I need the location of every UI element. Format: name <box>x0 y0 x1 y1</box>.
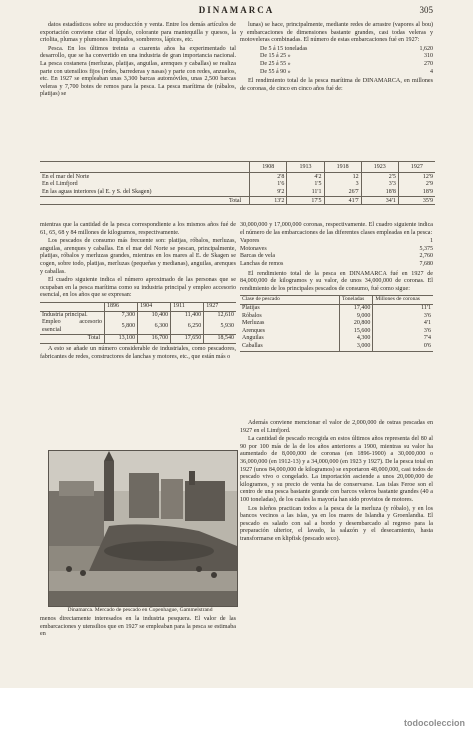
vessel-list <box>240 238 433 268</box>
watermark-strip <box>0 688 473 740</box>
table-total-row: Total 13,100 16,700 17,650 18,540 <box>40 335 236 344</box>
column-header: 1908 <box>250 162 287 173</box>
column-header: 1911 <box>171 302 204 311</box>
table-row: Empleo accesorio esencial 5,800 6,300 6,250 5,930 <box>40 319 236 335</box>
table-row: Merluzas 20,800 4'1 <box>242 320 431 327</box>
paragraph: lunas) se hace, principalmente, mediante redes de arrastre (vapores al bou) y embarcaciones de dimensiones bastante grandes, casi todas veleras y motoveleras combinadas. El número de estas embarcaciones fué en 1927: <box>240 22 433 44</box>
paragraph: 30,000,000 y 17,000,000 coronas, respectivamente. El cuadro siguiente indica el número de las embarcaciones de las diferentes clases empleadas en la pesca: <box>240 222 433 236</box>
column-header: 1918 <box>324 162 361 173</box>
paragraph: menos directamente interesados en la industria pesquera. El valor de las embarcaciones y utensilios que en 1927 se empleaban para la pesca se estimaba en <box>40 616 236 638</box>
left-column-mid <box>40 222 236 362</box>
column-header: 1896 <box>105 302 138 311</box>
column-header: Clase de pescado <box>240 296 340 305</box>
people-table <box>40 302 236 344</box>
table-row: En el mar del Norte 2'8 4'2 12 2'5 12'9 <box>42 173 433 180</box>
paragraph: El rendimiento total de la pesca en DINAMARCA fué en 1927 de 84,000,000 de kilogramos y su valor, de unos 34,000,000 de coronas. El rendimiento de los principales pescados de consumo, fué como sigue: <box>240 270 433 292</box>
paragraph: Los isleños practican todos a la pesca de la merluza (y róbalo), y en los bancos vecinos a las islas, ya en los mares de Islandia y Groenlandia. El pescado es salado con sal a bordo y desembarcado al regreso para la preparación ulterior, el lavado, la salazón y el desecamiento, hasta transformarse en klipfisk (pescado seco). <box>240 505 433 542</box>
watermark-text: todocoleccion <box>403 718 465 728</box>
paragraph: datos estadísticos sobre su producción y venta. Entre los demás artículos de exportación conviene citar el lúpulo, colorante para mantequilla y quesos, la criolita, plumas y plumones limpiados, sombreros, lápices, etc. <box>40 22 236 44</box>
list-item: Motonaves 5,375 <box>240 245 433 252</box>
tonnage-list <box>240 46 433 76</box>
list-item: Barcas de vela 2,760 <box>240 253 433 260</box>
paragraph: Los pescados de consumo más frecuente son: platijas, róbalos, merluzas, anguilas, arenques y caballas. En el mar del Norte se pescan, principalmente, platijas, róbalos y merluzas grandes, mientras en los mares al E. de Skagen se cogen, sobre todo, platijas, merluzas (pequeñas y medianas), anguilas, arenques y caballas. <box>40 238 236 275</box>
paragraph: A esto se añade un número considerable de industriales, como pescadores, fabricantes de redes, constructores de lanchas y motores, etc., que están más o <box>40 345 236 360</box>
page-number: 305 <box>419 5 433 15</box>
paragraph: El cuadro siguiente indica el número aproximado de las personas que se ocupaban en la pesca marítima como su industria principal y empleo accesorio esencial, en los años que se expresan: <box>40 277 236 299</box>
table-row: Arenques 15,600 3'6 <box>242 327 431 334</box>
column-header: 1923 <box>361 162 398 173</box>
paragraph: Pesca. En los últimos treinta a cuarenta años ha experimentado tal desarrollo, que se ha convertido en una industria de gran importancia nacional. La pesca costanera (merluzas, platijas, anguilas, arenques y caballas) se realiza parte con utensilios fijos (redes, barrederas y nasas) y parte con redes, anzuelos, etc. En 1927 se empleaban unas 3,300 barcas automóviles, unas 2,500 barcas veleras y 7,700 botes de remos para la pesca. La pesca marítima de (rábalos, platijas) se <box>40 45 236 98</box>
list-item: Vapores 1 <box>240 238 433 245</box>
paragraph: La cantidad de pescado recogida en estos últimos años representa del 80 al 90 por 100 más de la de los años anteriores a 1900, mientras su valor ha aumentado de 8,000,000 de coronas (en 1896-1900) a 30,000,000 o 36,000,000 (en 1912-13) y a 34,000,000 (en 1923 y 1927). De la pesca total en 1927 (unos 84,000,000 de kilogramos) se exportaron 48,000,000, casi todos de pescado vivo o congelado. La importación asciende a unos 20,000,000 de kilogramos, y su precio de venta ha de conservarse. Las islas Feroe son el centro de una pesca bastante grande con barcos veleros bastante grandes (40 a 100 toneladas), de los cuales la mayoría han sido provistos de motores. <box>240 436 433 503</box>
page-header <box>0 5 473 19</box>
list-item: De 15 á 25 » 310 <box>260 53 433 60</box>
column-header: 1927 <box>398 162 435 173</box>
column-header: Toneladas <box>340 296 373 305</box>
right-column-top <box>240 22 433 94</box>
table-row: Platijas 17,400 11'1 <box>242 304 431 311</box>
table-row: Anguilas 4,300 7'4 <box>242 335 431 342</box>
paragraph: mientras que la cantidad de la pesca correspondiente a los mismos años fué de 61, 65, 68 y 84 millones de kilogramos, respectivamente. <box>40 222 236 236</box>
table-row: Industria principal. 7,300 10,400 11,400 12,610 <box>42 311 234 318</box>
paragraph: Además conviene mencionar el valor de 2,000,000 de ostras pescadas en 1927 en el Limfjord. <box>240 420 433 434</box>
column-header: 1904 <box>138 302 171 311</box>
list-item: De 25 á 55 » 270 <box>260 60 433 67</box>
paragraph: El rendimiento total de la pesca marítima de DINAMARCA, en millones de coronas, de cinco en cinco años fué de: <box>240 78 433 92</box>
table-row: En las aguas interiores (al E. y S. del Skagen) 9'2 11'1 26'7 18'8 18'9 <box>42 188 433 195</box>
column-header: Millones de coronas <box>373 296 433 305</box>
list-item: De 55 á 90 » 4 <box>260 68 433 75</box>
column-header: 1913 <box>287 162 324 173</box>
list-item: De 5 á 15 toneladas 1,620 <box>260 45 433 52</box>
right-column-low <box>240 420 433 545</box>
table-total-row: Total 13'2 17'5 41'7 34'1 35'9 <box>40 196 435 205</box>
yield-table <box>40 161 435 205</box>
table-row: Caballas 3,000 0'6 <box>240 343 433 351</box>
list-item: Lanchas de remos 7,680 <box>240 260 433 267</box>
left-column-top <box>40 22 236 100</box>
market-photograph <box>48 450 238 607</box>
table-row: En el Limfjord 1'6 1'5 3 3'3 2'9 <box>42 181 433 188</box>
photo-illustration <box>49 451 237 606</box>
fish-table <box>240 295 433 351</box>
column-header: 1927 <box>204 302 236 311</box>
running-title: DINAMARCA <box>198 5 275 15</box>
left-column-low <box>40 616 236 640</box>
photo-caption: Dinamarca. Mercado de pescado en Copenhague, Gammelstrand <box>67 607 213 613</box>
table-row: Róbalos 9,000 3'6 <box>242 312 431 319</box>
right-column-mid <box>240 222 433 354</box>
